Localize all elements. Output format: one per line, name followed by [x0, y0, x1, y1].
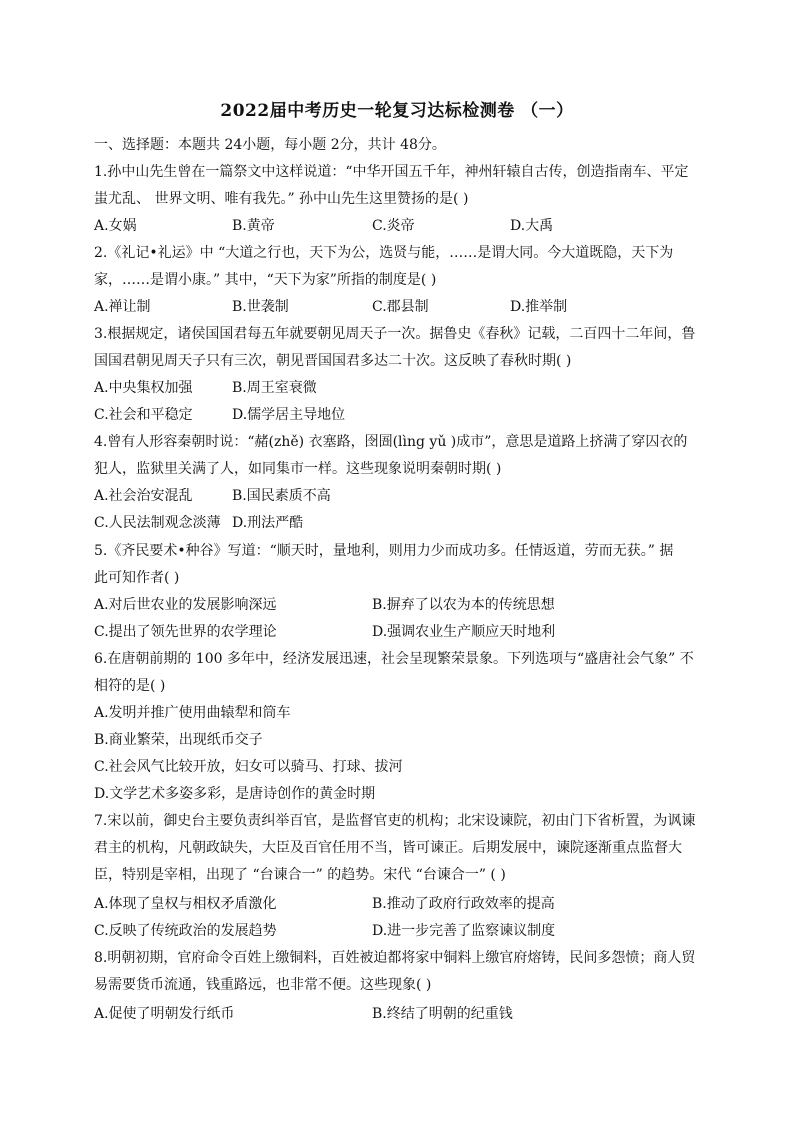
question-8-stem-line-2: 易需要货币流通，钱重路远，也非常不便。这些现象( ) — [94, 977, 432, 993]
question-5-option-a: A.对后世农业的发展影响深远 — [94, 597, 277, 613]
question-7-option-c: C.反映了传统政治的发展趋势 — [94, 923, 277, 939]
question-7-option-d: D.进一步完善了监察谏议制度 — [372, 923, 556, 939]
question-7-option-a: A.体现了皇权与相权矛盾激化 — [94, 896, 277, 912]
question-6-option-c: C.社会风气比较开放，妇女可以骑马、打球、拔河 — [94, 759, 403, 775]
question-6-option-a: A.发明并推广使用曲辕犁和筒车 — [94, 705, 291, 721]
question-5-stem-line-1: 5.《齐民要术•种谷》写道：“顺天时，量地利，则用力少而成功多。任情返道，劳而无获。” 据 — [94, 543, 674, 559]
question-8-stem-line-1: 8.明朝初期，官府命令百姓上缴铜料，百姓被迫都将家中铜料上缴官府熔铸，民间多怨愤；商人贸 — [94, 950, 696, 966]
question-1-stem-line-1: 1.孙中山先生曾在一篇祭文中这样说道：“中华开国五千年，神州轩辕自古传，创造指南车、平定 — [94, 164, 689, 180]
question-6-option-b: B.商业繁荣，出现纸币交子 — [94, 732, 263, 748]
question-2-option-a: A.禅让制 — [94, 299, 151, 315]
question-5-option-c: C.提出了领先世界的农学理论 — [94, 624, 277, 640]
question-3-option-d: D.儒学居主导地位 — [232, 407, 346, 423]
question-5-option-d: D.强调农业生产顺应天时地利 — [372, 624, 556, 640]
question-2-stem-line-1: 2.《礼记•礼运》中 “大道之行也，天下为公，选贤与能，……是谓大同。今大道既隐，天下为 — [94, 245, 674, 261]
question-2-stem-line-2: 家，……是谓小康。” 其中，“天下为家”所指的制度是( ) — [94, 272, 437, 288]
question-4-stem-line-2: 犯人，监狱里关满了人，如同集市一样。这些现象说明秦朝时期( ) — [94, 461, 502, 477]
question-4-stem-line-1: 4.曾有人形容秦朝时说：“赭(zhě) 衣塞路，囹圄(lìng yǔ )成市”，意思是道路上挤满了穿囚衣的 — [94, 434, 688, 450]
question-1-option-d: D.大禹 — [510, 218, 554, 234]
question-7-stem-line-3: 臣，特别是宰相，出现了 “台谏合一” 的趋势。宋代 “台谏合一” ( ) — [94, 867, 506, 883]
section-header: 一、选择题：本题共 24小题，每小题 2分，共计 48分。 — [94, 137, 446, 153]
question-5-stem-line-2: 此可知作者( ) — [94, 570, 180, 586]
question-3-option-b: B.周王室衰微 — [232, 380, 317, 396]
question-6-option-d: D.文学艺术多姿多彩，是唐诗创作的黄金时期 — [94, 786, 376, 802]
question-8-option-a: A.促使了明朝发行纸币 — [94, 1006, 235, 1022]
question-3-stem-line-1: 3.根据规定，诸侯国国君每五年就要朝见周天子一次。据鲁史《春秋》记载，二百四十二年间，鲁 — [94, 326, 696, 342]
question-8-option-b: B.终结了明朝的纪重钱 — [372, 1006, 513, 1022]
question-1-stem-line-2: 蚩尤乱、 世界文明、唯有我先。” 孙中山先生这里赞扬的是( ) — [94, 191, 469, 207]
question-7-option-b: B.推动了政府行政效率的提高 — [372, 896, 555, 912]
question-5-option-b: B.摒弃了以农为本的传统思想 — [372, 597, 555, 613]
question-7-stem-line-2: 君主的机构，凡朝政缺失，大臣及百官任用不当，皆可谏正。后期发展中，谏院逐渐重点监督大 — [94, 840, 682, 856]
question-3-option-c: C.社会和平稳定 — [94, 407, 193, 423]
question-1-option-c: C.炎帝 — [372, 218, 415, 234]
question-4-option-d: D.刑法严酷 — [232, 515, 304, 531]
question-1-option-a: A.女娲 — [94, 218, 137, 234]
question-2-option-c: C.郡县制 — [372, 299, 429, 315]
question-3-option-a: A.中央集权加强 — [94, 380, 193, 396]
question-4-option-a: A.社会治安混乱 — [94, 488, 193, 504]
question-2-option-d: D.推举制 — [510, 299, 568, 315]
question-6-stem-line-2: 相符的是( ) — [94, 678, 166, 694]
page-title: 2022届中考历史一轮复习达标检测卷 （一） — [220, 101, 574, 121]
question-7-stem-line-1: 7.宋以前，御史台主要负责纠举百官，是监督官吏的机构；北宋设谏院，初由门下省析置，为讽谏 — [94, 813, 696, 829]
question-4-option-b: B.国民素质不高 — [232, 488, 331, 504]
question-6-stem-line-1: 6.在唐朝前期的 100 多年中，经济发展迅速，社会呈现繁荣景象。下列选项与“盛唐社会气象” 不 — [94, 651, 694, 667]
question-2-option-b: B.世袭制 — [232, 299, 289, 315]
question-4-option-c: C.人民法制观念淡薄 — [94, 515, 221, 531]
question-3-stem-line-2: 国国君朝见周天子只有三次，朝见晋国国君多达二十次。这反映了春秋时期( ) — [94, 353, 572, 369]
question-1-option-b: B.黄帝 — [232, 218, 275, 234]
